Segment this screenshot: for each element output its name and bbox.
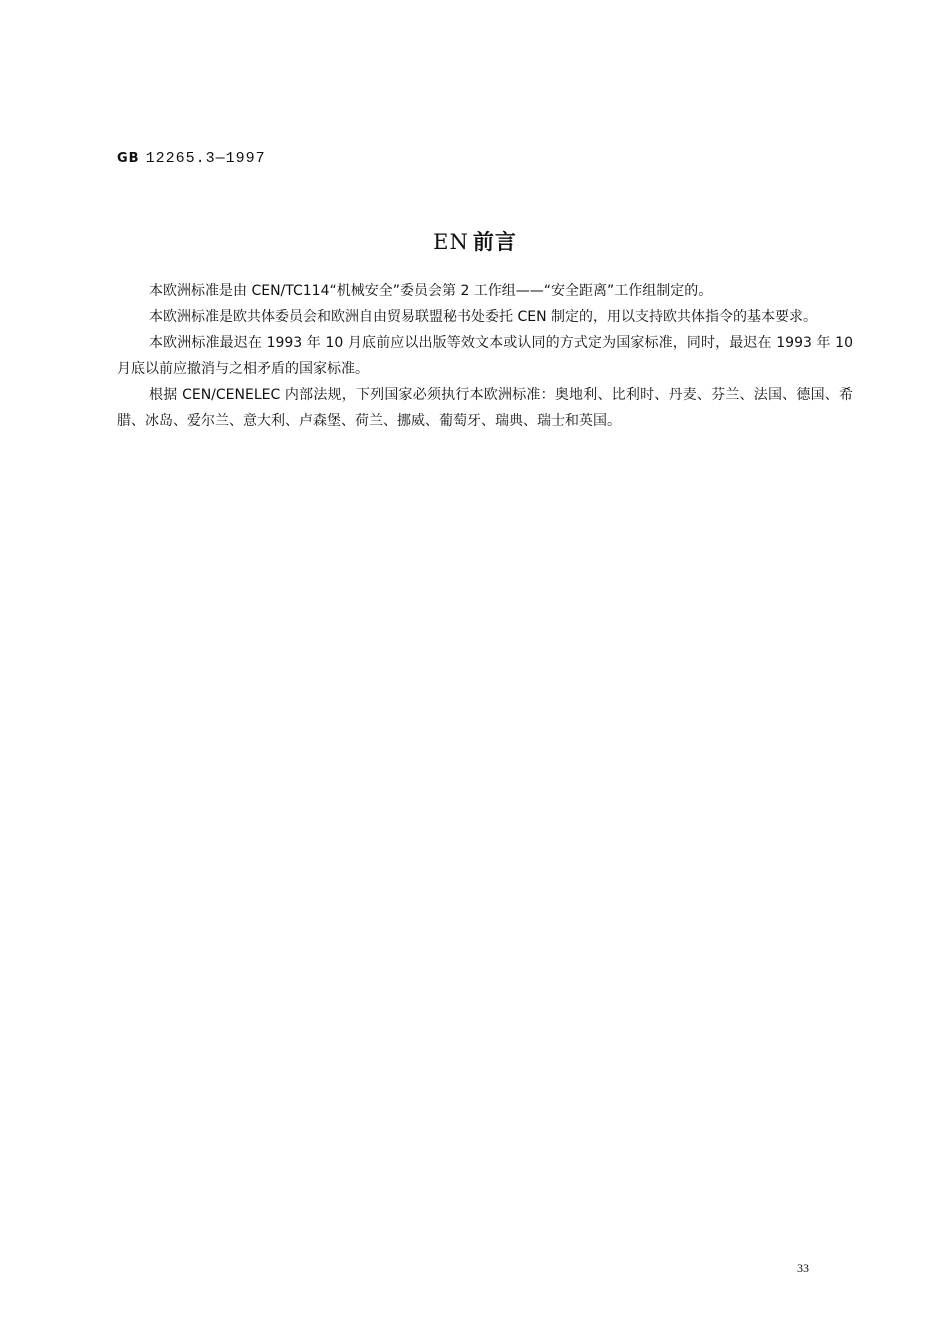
page-number: 33 [797,1261,809,1275]
paragraph-1: 本欧洲标准是由 CEN/TC114“机械安全”委员会第 2 工作组——“安全距离”工作组制定的。 [149,283,713,299]
paragraph-3: 本欧洲标准最迟在 1993 年 10 月底前应以出版等效文本或认同的方式定为国家标准，同时，最迟在 1993 年 10 月底以前应撤消与之相矛盾的国家标准。 [117,335,853,377]
page-title-latin: EN [433,230,469,254]
standard-code [117,150,266,167]
paragraph-2: 本欧洲标准是欧共体委员会和欧洲自由贸易联盟秘书处委托 CEN 制定的，用以支持欧共体指令的基本要求。 [149,309,817,325]
standard-number: 12265.3—1997 [145,150,266,167]
page-title-chinese: 前言 [472,230,517,254]
page-title [0,226,950,256]
paragraph-4: 根据 CEN/CENELEC 内部法规，下列国家必须执行本欧洲标准：奥地利、比利时、丹麦、芬兰、法国、德国、希腊、冰岛、爱尔兰、意大利、卢森堡、荷兰、挪威、葡萄牙、瑞典、瑞士和英国。 [117,387,853,429]
standard-prefix: GB [117,151,140,166]
document-body [117,278,853,434]
